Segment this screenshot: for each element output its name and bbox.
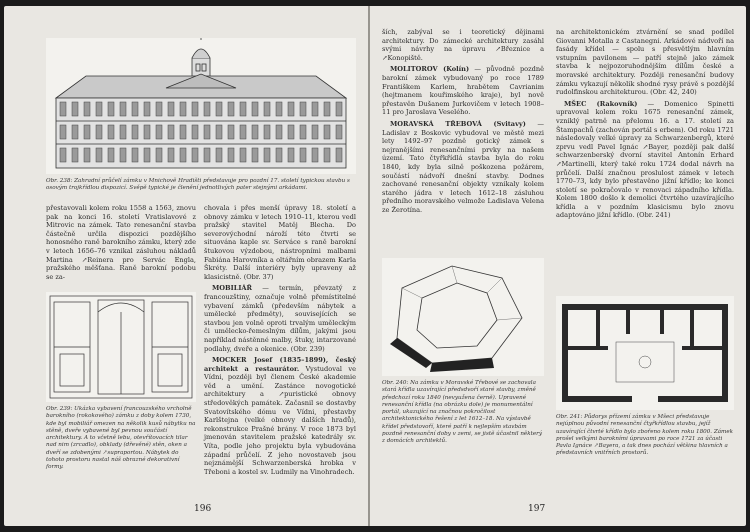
chateau-window (336, 102, 342, 116)
chateau-window (144, 148, 150, 162)
chateau-window (252, 125, 258, 139)
chateau-window (168, 125, 174, 139)
fig-240-caption: Obr. 240: Na zámku v Moravské Třebové se zachovala stará křídla uzavírající předsdvoří staré stavby, změně předchozí roku 1840 (nevyužena černě). Upravené renesanční křídla (na obrázku dole) je monumentální portál, ukazující na značnou pokročilost architektonického řešení z let 1612–18. Na výstavbě křídel předstovoří, které patří k nejlepším stavbám pozdně renesanční doby v zemi, se jistě účastnil některý z domácích architektů. (382, 380, 543, 445)
chateau-window (228, 148, 234, 162)
chateau-window (144, 102, 150, 116)
fig-238-caption: Obr. 238: Zahradní průčelí zámku v Mnichově Hradišti představuje pro pozdní 17. století typickou stavbu s osovým trojkřídlou dispozicí. Svěpě typické je členění jednotlivých pater stejnými arkádami. (46, 178, 350, 192)
chateau-window (204, 102, 210, 116)
chateau-window (324, 102, 330, 116)
chateau-window (120, 102, 126, 116)
chateau-window (96, 125, 102, 139)
interior-drawing (46, 292, 196, 402)
chateau-window (180, 102, 186, 116)
chateau-window (324, 148, 330, 162)
chateau-window (144, 125, 150, 139)
chateau-window (120, 125, 126, 139)
mobiliar-entry (204, 284, 356, 353)
moravska-text: — Ladislav z Boskovic vybudoval ve městě mezi lety 1492–97 pozdně gotický zámek s nejranějšími renesančními prvky na našem území. Tato čtyřkřídlá stavba byla do roku 1840, kdy byla silně poškozena požárem, součástí nádvoří dnešní stavby. Dodnes zachované renesanční objekty vznikaly kolem starého jádra v letech 1612–18 zásluhou předního moravského velmože Ladislava Velena ze Žerotína. (382, 119, 544, 214)
fig-241-floor-plan (556, 296, 734, 410)
chateau-window (216, 102, 222, 116)
chateau-window (264, 125, 270, 139)
chateau-window (240, 125, 246, 139)
fig-239-interior-illustration (46, 292, 196, 402)
chateau-window (336, 125, 342, 139)
chateau-window (108, 148, 114, 162)
chateau-window (60, 102, 66, 116)
chateau-window (192, 148, 198, 162)
chateau-window (240, 148, 246, 162)
page-number-left: 196 (194, 504, 212, 514)
right-col2-text: na architektonickém ztvárnění se snad podílel Giovanni Motalla z Castanegni. Arkádové nádvoří na fasády křídel — spolu s přesvětlým hlavním vstupním pavilonem — patří stejně jako zámek stavba k nejpozoruhodnějším dílům české a moravské architektury. Později renesanční budovy zámku vykazují několik shodné rysy právě s pozdější rudolfinskou architekturou. (Obr. 42, 240) (556, 28, 734, 97)
chateau-window (72, 125, 78, 139)
msec-heading: MŠEC (Rakovník) (564, 99, 638, 108)
fig-240-floor-plan (382, 258, 544, 376)
chateau-window (84, 148, 90, 162)
chateau-window (204, 148, 210, 162)
moravska-plan-drawing (382, 258, 544, 376)
chateau-window (276, 148, 282, 162)
chateau-window (156, 148, 162, 162)
chateau-window (84, 102, 90, 116)
chateau-window (120, 148, 126, 162)
chateau-window (168, 148, 174, 162)
fig-239-caption: Obr. 239: Ukázka vybavení francouzského vrcholně barokního (rokokového) zámku z doby kolem 1730, kde byl mobiliář omezen na několik kusů nábytku na stěně, dveře vybavené byl pevnou součástí architektury. A to včetně lebu, otevřítovacích tilar nad nim (zrcadlo), obklady (dřevěné) stěn, oken a dveří se zdobenými ↗supraportou. Nábytek do tohoto prostoru nastal náš obrazné dekorativní formy. (46, 406, 196, 471)
chateau-window (168, 102, 174, 116)
right-page (370, 6, 746, 526)
chateau-window (108, 102, 114, 116)
molitorov-text: — původně pozdně barokní zámek vybudovaný po roce 1789 Františkem Karlem, hrabětem Cavrianim (hejtmanem kouřimského kraje), byl nově přestavěn Dušanem Jurkovičem v letech 1908–11 pro Jaroslava Veselého. (382, 65, 544, 117)
chateau-window (96, 102, 102, 116)
msec-plan-drawing (556, 296, 734, 410)
chateau-drawing (46, 38, 356, 174)
left-col2 (204, 204, 356, 477)
chateau-window (156, 102, 162, 116)
chateau-window (252, 102, 258, 116)
chateau-window (312, 102, 318, 116)
chateau-window (276, 125, 282, 139)
mocker-text: Vystudoval ve Vídni, později byl členem České akademie věd a umění. Zastánce novogotické architektury a ↗puristické obnovy středověkých památek. Začasnil se dostavby Svatovítského dómu ve Vídni, přestavby Karlštejna (velké obnovy dalších hradů), rekonstrukce Prašné brány. V roce 1873 byl jmenován stavitelem pražské katedrály sv. Víta, podle jeho projektu byla vybudována západní průčelí. Z jeho novostaveb jsou nejznámější Schwarzenberská hrobka v Třeboni a kostel sv. Ludmily na Vinohradech. (204, 364, 356, 476)
chateau-window (324, 125, 330, 139)
mobiliar-text: — termín, převzatý z francouzštiny, označuje volně přemístitelné vybavení zámků (především nábytek a umělecké předměty), souvisejících se stavbou jen volně oproti trvalým uměleckým či umělecko-řemeslným dílům, jakými jsou například nástěnné malby, štuky, intarzované podlahy, dveře a okenice. (Obr. 239) (204, 284, 356, 353)
chateau-window (132, 125, 138, 139)
chateau-window (132, 102, 138, 116)
chateau-window (288, 125, 294, 139)
molitorov-entry (382, 65, 544, 117)
chateau-window (156, 125, 162, 139)
chateau-window (336, 148, 342, 162)
chateau-window (240, 102, 246, 116)
msec-text: — Domenico Spinetti upravoval kolem roku 1675 renesanční zámek, vzniklý patrně na přelomu 16. a 17. století za Štampachů (zachován portál s erbem). Od roku 1721 následovaly velké úpravy za Schwarzenbergů, které zprvu vedl Pavel Ignác ↗Bayer, později pak další schwarzenberský dvorní stavitel Antonín Erhard ↗Martinelli, který také roku 1724 dodal návrh na průčelí. Další značnou proslulost zámek v letech 1770–73, kdy bylo přestavěno jižní křídlo; ke konci století se pokračovalo v renovaci západního křídla. Kolem 1800 došlo k demolici čtvrtého uzavírajícího křídla a v pozdním klasicismu bylo znovu adaptováno jižní křídlo. (Obr. 241) (556, 99, 734, 220)
fig-238-chateau-illustration (46, 38, 356, 174)
chateau-window (312, 148, 318, 162)
chateau-window (312, 125, 318, 139)
chateau-window (300, 102, 306, 116)
molitorov-heading: MOLITOROV (Kolín) (390, 65, 470, 74)
chateau-window (216, 125, 222, 139)
chateau-window (84, 125, 90, 139)
chateau-window (192, 125, 198, 139)
chateau-window (60, 125, 66, 139)
chateau-window (108, 125, 114, 139)
msec-entry (556, 100, 734, 220)
left-col2-text: chovala i přes menší úpravy 18. století a obnovy zámku v letech 1910–11, kterou vedl pražský stavitel Matěj Blecha. Do severovýchodní nároží této čtvrti se situována kaple sv. Serváce s raně barokní štukovou výzdobou, nástropními malbami Fabiána Harovníka a oltářním obrazem Karla Škréty. Další interiéry byly upraveny až klasicistně. (Obr. 37) (204, 204, 356, 281)
chateau-window (264, 102, 270, 116)
mocker-entry (204, 356, 356, 476)
chateau-window (180, 125, 186, 139)
chateau-window (216, 148, 222, 162)
mobiliar-heading: MOBILIÁŘ (212, 284, 253, 293)
chateau-window (228, 102, 234, 116)
chateau-window (276, 102, 282, 116)
chateau-window (96, 148, 102, 162)
chateau-window (288, 102, 294, 116)
chateau-window (72, 148, 78, 162)
chateau-window (60, 148, 66, 162)
fig-241-caption: Obr. 241: Půdorys přízemí zámku v Mšeci představuje nejúplnou původní renesanční čtyřkřídlou stavbu, jejíž uzavírající čtvrté křídlo bylo zbořeno kolem roku 1800. Zámek prošel velkými barokními úpravami po roce 1721 za účasti Pavla Ignáce ↗Bayera, a tak dnes pochází většina hlavních a představních vnitřních prostorů. (556, 414, 734, 457)
right-col1 (382, 28, 544, 215)
chateau-window (252, 148, 258, 162)
chateau-window (180, 148, 186, 162)
right-col2 (556, 28, 734, 221)
chateau-window (132, 148, 138, 162)
left-col1-text: přestavovali kolem roku 1558 a 1563, znovu pak na konci 16. století Vratislavové z Mitrovic na zámek. Tato renesanční stavba částečně určila dispozici pozdějšího honosného raně barokního zámku, který zde v letech 1656–76 vznikal zásluhou nákladů Martina ↗Reinera pro Servác Engla, pražského měšťana. Raně barokní podobu se za- (46, 204, 196, 281)
chateau-window (228, 125, 234, 139)
chateau-window (264, 148, 270, 162)
chateau-window (204, 125, 210, 139)
chateau-window (72, 102, 78, 116)
moravska-heading: MORAVSKÁ TŘEBOVÁ (Svitavy) (390, 119, 526, 128)
mocker-heading: MOCKER Josef (1835–1899), český architekt a restaurátor. (204, 356, 356, 373)
moravska-entry (382, 120, 544, 215)
chateau-window (288, 148, 294, 162)
chateau-window (300, 125, 306, 139)
right-col1-top: ších, zabýval se i teoretický dějinami architektury. Do zámecké architektury zasáhl svými návrhy na úpravu ↗Březnice a ↗Konopiště. (382, 28, 544, 62)
left-page (4, 6, 368, 526)
page-number-right: 197 (528, 504, 546, 514)
chateau-window (300, 148, 306, 162)
chateau-window (192, 102, 198, 116)
